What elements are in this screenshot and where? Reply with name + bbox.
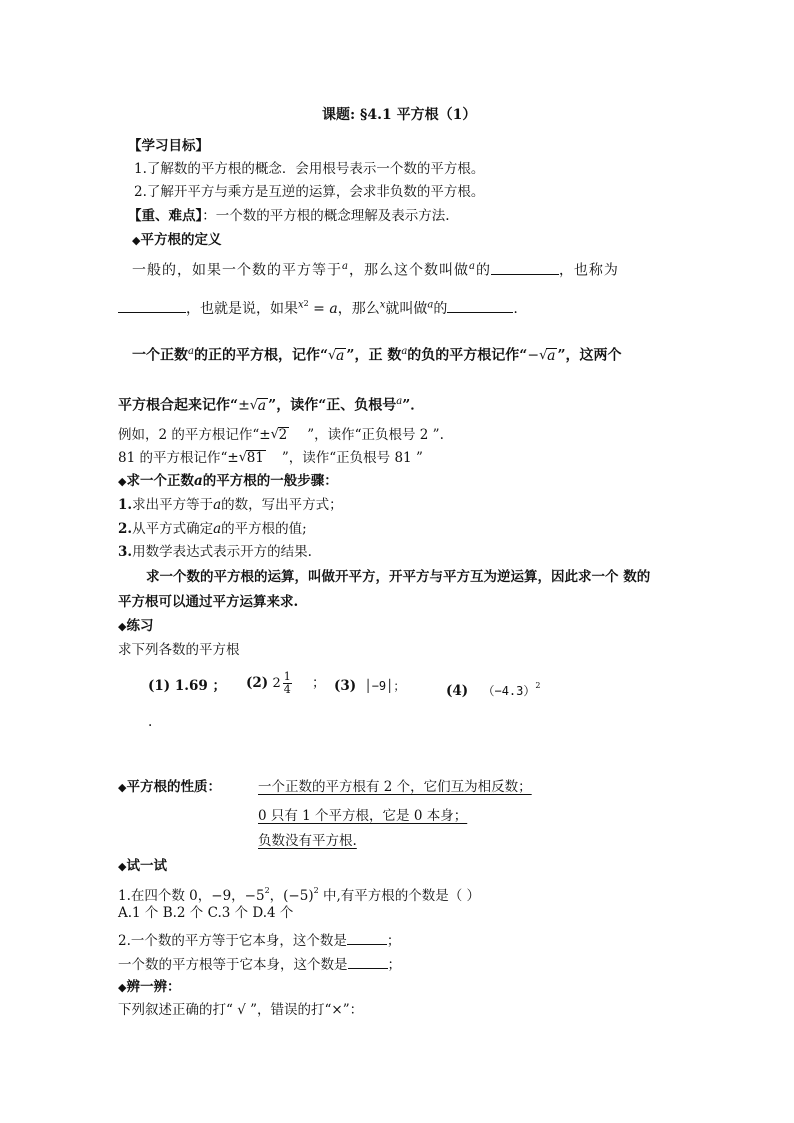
sqrt-2: √ 2: [270, 427, 288, 443]
practice-dot: .: [148, 714, 153, 730]
practice-item-3: (3) │−9│；: [334, 678, 406, 694]
property-3: 负数没有平方根.: [258, 833, 357, 849]
practice-heading-line: ◆练习: [118, 618, 154, 634]
definition-line-2: ，也就是说，如果$^{x2}$ = a，那么$^x$就叫做$^a$的 .: [118, 295, 518, 318]
property-1: 一个正数的平方根有 2 个，它们互为相反数；: [258, 779, 532, 795]
answer-blank-4[interactable]: [347, 929, 387, 945]
sqrt-81: √ 81: [238, 450, 264, 466]
fraction-one-quarter: $\frac{1}{4}$: [283, 670, 291, 696]
notation-line-2: 平方根合起来记作“± √ a ”，读作“正、负根号$^a$”．: [118, 396, 425, 414]
keypoint-label: 【重、难点】: [128, 208, 203, 224]
practice-item-4: (4) $(-4.3)^2$: [446, 681, 541, 699]
answer-blank-2[interactable]: [118, 297, 186, 313]
definition-heading: 平方根的定义: [140, 232, 222, 248]
practice-item-2: (2) 2 $\frac{1}{4}$ ；: [246, 670, 326, 696]
try-question-2: 2.一个数的平方等于它本身，这个数是 ；: [118, 929, 400, 950]
property-2: 0 只有 1 个平方根，它是 0 本身；: [258, 808, 468, 824]
practice-item-1: (1) 1.69 ；: [148, 678, 226, 694]
steps-heading-line: ◆求一个正数a的平方根的一般步骤：: [118, 473, 338, 489]
reverse-operation-para-1: 求一个数的平方根的运算，叫做开平方，开平方与平方互为逆运算，因此求一个 数的: [146, 569, 651, 585]
definition-line-1: 一般的，如果一个数的平方等于$^a$，那么这个数叫做$^a$的 ，也称为: [132, 258, 619, 280]
try-options: A.1 个 B.2 个 C.3 个 D.4 个: [118, 905, 294, 921]
step-3: 3.用数学表达式表示开方的结果.: [118, 544, 312, 560]
diamond-icon: ◆: [132, 234, 141, 247]
notation-line-1: 一个正数$^a$的正的平方根，记作“ √ a ”，正 数$^a$的负的平方根记作“− √ a ”，这两个: [132, 346, 622, 364]
keypoint-line: [128, 207, 450, 225]
try-heading-line: ◆试一试: [118, 858, 167, 874]
judge-heading-line: ◆辨一辨：: [118, 979, 181, 995]
definition-heading-line: [132, 231, 221, 250]
example-line-1: 例如，2 的平方根记作“± √ 2 ”，读作“正负根号 2 ”.: [118, 427, 444, 443]
judge-instruction: 下列叙述正确的打“ √ ”，错误的打“×”：: [118, 1002, 364, 1018]
diamond-icon: ◆: [118, 620, 127, 633]
step-1: 1.求出平方等于a的数，写出平方式；: [118, 497, 343, 513]
practice-prompt: 求下列各数的平方根: [118, 642, 240, 658]
answer-blank-1[interactable]: [491, 259, 559, 275]
pm-sqrt-a: √ a: [249, 397, 267, 414]
diamond-icon: ◆: [118, 475, 127, 488]
diamond-icon: ◆: [118, 781, 127, 794]
objective-item-2: 2.了解开平方与乘方是互逆的运算，会求非负数的平方根。: [134, 184, 485, 200]
try-question-3: 一个数的平方根等于它本身，这个数是 ；: [118, 953, 401, 974]
reverse-operation-para-2: 平方根可以通过平方运算来求.: [118, 594, 299, 610]
properties-heading-line: ◆平方根的性质：: [118, 779, 221, 795]
answer-blank-3[interactable]: [447, 297, 513, 313]
try-question-1: 1.在四个数 0，−9，$-5^2$，$(-5)^2$ 中,有平方根的个数是（ ）: [118, 886, 481, 904]
page-title: 课题: §4.1 平方根（1）: [322, 107, 477, 123]
objectives-heading: 【学习目标】: [128, 138, 209, 154]
keypoint-text: ：一个数的平方根的概念理解及表示方法.: [202, 208, 450, 224]
diamond-icon: ◆: [118, 981, 127, 994]
neg-sqrt-a: √ a: [539, 347, 556, 364]
sqrt-a: √ a: [328, 347, 345, 364]
step-2: 2.从平方式确定a的平方根的值;: [118, 521, 307, 537]
diamond-icon: ◆: [118, 860, 127, 873]
example-line-2: 81 的平方根记作“± √ 81 ”，读作“正负根号 81 ”: [118, 450, 423, 466]
objective-item-1: 1.了解数的平方根的概念．会用根号表示一个数的平方根。: [134, 161, 485, 177]
answer-blank-5[interactable]: [348, 953, 388, 969]
